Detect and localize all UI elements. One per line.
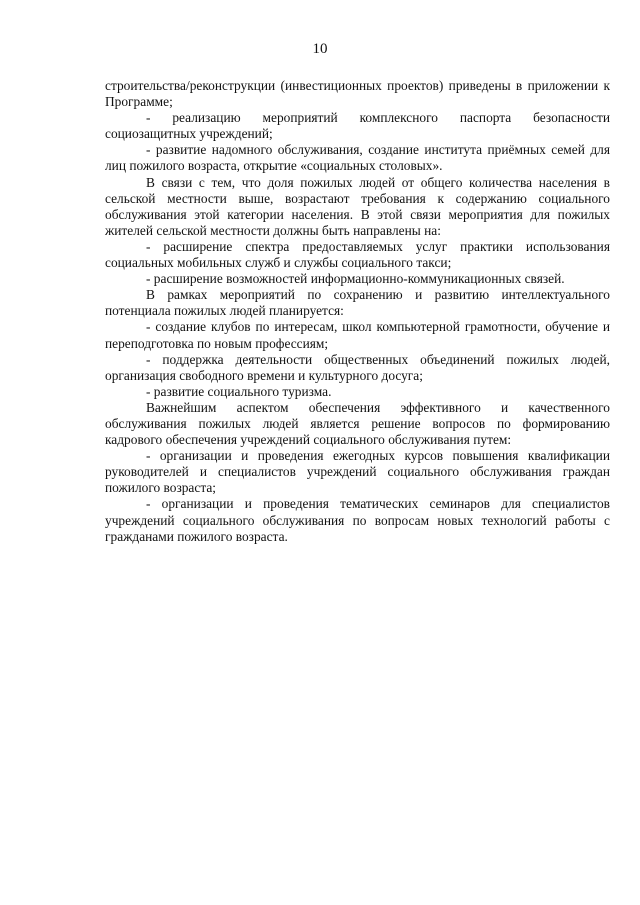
paragraph: - организации и проведения ежегодных курсов повышения квалификации руководителей и специалистов учреждений социального обслуживания граждан пожилого возраста; (105, 448, 610, 496)
paragraph: - организации и проведения тематических семинаров для специалистов учреждений социального обслуживания по вопросам новых технологий работы с гражданами пожилого возраста. (105, 496, 610, 544)
paragraph: - расширение спектра предоставляемых услуг практики использования социальных мобильных служб и службы социального такси; (105, 238, 610, 271)
paragraph: В рамках мероприятий по сохранению и развитию интеллектуального потенциала пожилых людей планируется: (105, 287, 610, 319)
paragraph: строительства/реконструкции (инвестиционных проектов) приведены в приложении к Программе; (105, 78, 610, 110)
paragraph: - реализацию мероприятий комплексного паспорта безопасности социозащитных учреждений; (105, 110, 610, 142)
paragraph: - поддержка деятельности общественных объединений пожилых людей, организация свободного времени и культурного досуга; (105, 351, 610, 383)
body-text (105, 78, 610, 545)
paragraph: - развитие социального туризма. (146, 383, 332, 399)
paragraph: - создание клубов по интересам, школ компьютерной грамотности, обучение и переподготовка по новым профессиям; (105, 319, 610, 351)
paragraph: Важнейшим аспектом обеспечения эффективного и качественного обслуживания пожилых людей является решение вопросов по формированию кадрового обеспечения учреждений социального обслуживания путем: (105, 399, 610, 448)
paragraph: В связи с тем, что доля пожилых людей от общего количества населения в сельской местности выше, возрастают требования к содержанию социального обслуживания этой категории населения. В этой связи мероприятия для пожилых жителей сельской местности должны быть направлены на: (105, 174, 610, 238)
paragraph: - развитие надомного обслуживания, создание института приёмных семей для лиц пожилого возраста, открытие «социальных столовых». (105, 142, 610, 174)
page-number: 10 (312, 41, 328, 57)
paragraph: - расширение возможностей информационно-коммуникационных связей. (146, 271, 565, 287)
